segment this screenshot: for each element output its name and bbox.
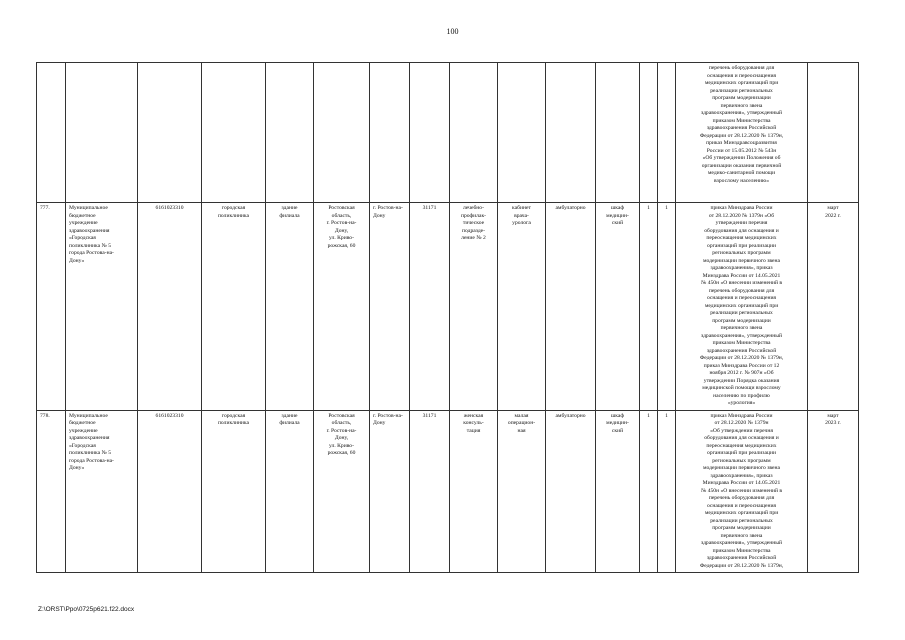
text-line: приказом Министерства: [712, 117, 771, 124]
text-line: бюджетное: [69, 212, 96, 219]
quantity-cell: 1: [640, 410, 658, 573]
text-line: населению по профилю: [713, 392, 770, 399]
text-line: приказ Минздрава России от 12: [703, 362, 780, 369]
text-line: ский: [611, 427, 624, 434]
text-line: ул. Криво-: [329, 235, 354, 241]
inn-cell: 6161023310: [138, 203, 202, 411]
quantity-cell: 1: [658, 203, 676, 411]
code-cell: 31171: [410, 410, 450, 573]
text-line: медицин-: [606, 420, 629, 426]
text-line: март: [827, 412, 839, 419]
text-line: оснащения и переоснащения: [706, 502, 777, 509]
condition-cell: амбулаторно: [546, 203, 596, 411]
text-line: программ модернизации: [712, 95, 771, 101]
text-line: Дону»: [69, 257, 85, 264]
text-line: профилак-: [460, 212, 487, 219]
text-line: Дону: [373, 420, 386, 426]
text-line: рожская, 60: [327, 450, 356, 456]
legal-basis-cell: [676, 203, 808, 411]
text-line: подразде-: [461, 227, 486, 234]
text-line: оснащения и переоснащения: [706, 295, 777, 301]
text-line: городская: [221, 205, 246, 211]
text-line: перечень оборудования для: [708, 287, 775, 294]
row-number: 777.: [37, 203, 66, 411]
text-line: городская: [221, 412, 246, 419]
text-line: кабинет: [512, 205, 531, 211]
text-line: Дону,: [334, 227, 349, 234]
text-line: медицин-: [606, 212, 629, 219]
text-line: «Об утверждении перечня: [710, 427, 773, 434]
text-line: организаций при реализации: [707, 450, 776, 456]
text-line: Минздрава России от 14.05.2021: [702, 480, 781, 486]
equipment-cell: [596, 410, 640, 573]
text-line: переоснащения медицинских: [706, 235, 777, 241]
text-line: ление № 2: [461, 235, 486, 241]
text-line: взрослому населению»: [713, 177, 770, 184]
text-line: «урология»: [727, 400, 756, 406]
text-line: реализации региональных: [710, 87, 773, 94]
text-line: перечень оборудования для: [708, 495, 775, 501]
text-line: учреждение: [69, 220, 98, 226]
text-line: Федерации от 28.12.2020 № 1379н,: [699, 132, 784, 139]
table-row: [37, 410, 859, 573]
text-line: г. Ростов-на-: [326, 220, 357, 226]
text-line: медико-санитарной помощи: [707, 170, 776, 176]
inn-cell: 6161023310: [138, 410, 202, 573]
text-line: программ модернизации: [712, 525, 771, 531]
department-cell: [450, 410, 498, 573]
text-line: здравоохранения», приказ: [710, 265, 773, 271]
text-line: региональных программ: [712, 457, 771, 464]
text-line: малая: [514, 412, 529, 419]
text-line: оборудования для оснащения и: [704, 227, 779, 234]
text-line: первичного звена: [720, 532, 763, 539]
text-line: операцион-: [507, 420, 536, 426]
text-line: приказ Минздравсоцразвития: [706, 140, 777, 146]
address-cell: [314, 410, 370, 573]
text-line: бюджетное: [69, 420, 96, 426]
text-line: г. Ростов-на-: [373, 412, 403, 419]
text-line: организаций при реализации: [707, 242, 776, 249]
text-line: шкаф: [610, 205, 625, 211]
condition-cell: амбулаторно: [546, 410, 596, 573]
room-cell: [498, 203, 546, 411]
footer-file-path: Z:\ORST\Ppo\0725p621.f22.docx: [38, 606, 135, 613]
text-line: тация: [466, 427, 481, 434]
text-line: ная: [517, 427, 526, 434]
text-line: здравоохранения», приказ: [710, 472, 773, 479]
text-line: Дону: [373, 212, 386, 219]
text-line: реализации региональных: [710, 310, 773, 316]
text-line: область,: [331, 420, 352, 426]
text-line: от 28.12.2020 № 1379н: [714, 420, 769, 426]
text-line: лечебно-: [463, 205, 484, 211]
text-line: города Ростова-на-: [69, 457, 114, 464]
text-line: г. Ростов-на-: [326, 427, 357, 434]
facility-type-cell: [202, 410, 266, 573]
text-line: здание: [281, 412, 298, 419]
date-cell: [808, 410, 859, 573]
text-line: поликлиника № 5: [69, 242, 112, 249]
city-cell: [370, 410, 410, 573]
facility-type-cell: [202, 203, 266, 411]
equipment-table: [36, 62, 859, 573]
code-cell: 31171: [410, 203, 450, 411]
text-line: оснащения и переоснащения: [706, 72, 777, 79]
text-line: область,: [331, 212, 352, 219]
text-line: консуль-: [463, 420, 484, 426]
building-cell: [266, 410, 314, 573]
text-line: города Ростова-на-: [69, 250, 114, 256]
organization-cell: [66, 410, 138, 573]
text-line: рожская, 60: [327, 242, 356, 249]
text-line: март: [827, 205, 839, 211]
page-number: 100: [446, 27, 459, 36]
text-line: Федерации от 28.12.2020 № 1379н,: [699, 355, 784, 361]
table-row-continuation: [37, 63, 859, 203]
text-line: программ модернизации: [712, 317, 771, 324]
text-line: здравоохранения», утвержденный: [700, 110, 783, 116]
text-line: Минздрава России от 14.05.2021: [702, 272, 781, 279]
text-line: здравоохранения: [69, 227, 110, 234]
text-line: ноября 2012 г. № 907н «Об: [709, 370, 774, 376]
address-cell: [314, 203, 370, 411]
legal-basis-cell: [676, 410, 808, 573]
text-line: «Городская: [69, 235, 96, 241]
text-line: утверждении перечня: [715, 220, 768, 226]
date-cell: [808, 203, 859, 411]
text-line: здравоохранения», утвержденный: [700, 540, 783, 546]
text-line: медицинских организаций при: [704, 80, 779, 86]
text-line: Дону,: [334, 435, 349, 441]
text-line: модернизации первичного звена: [703, 257, 780, 264]
text-line: утверждении Порядка оказания: [703, 377, 780, 384]
text-line: здравоохранения: [69, 435, 110, 441]
text-line: Муниципальное: [69, 412, 108, 419]
text-line: оборудования для оснащения и: [704, 435, 779, 441]
text-line: Ростовская: [328, 412, 355, 419]
text-line: Дону»: [69, 465, 85, 471]
text-line: Муниципальное: [69, 205, 108, 211]
text-line: переоснащения медицинских: [706, 442, 777, 449]
text-line: поликлиника: [217, 420, 250, 426]
department-cell: [450, 203, 498, 411]
text-line: ский: [611, 220, 624, 226]
text-line: от 28.12.2020 № 1379н «Об: [708, 212, 775, 219]
text-line: здравоохранения Российской: [706, 347, 777, 354]
text-line: шкаф: [610, 412, 625, 419]
text-line: Ростовская: [328, 205, 355, 211]
text-line: первичного звена: [720, 325, 763, 331]
text-line: здание: [281, 205, 298, 211]
room-cell: [498, 410, 546, 573]
quantity-cell: 1: [658, 410, 676, 573]
text-line: «Городская: [69, 442, 96, 449]
text-line: врача-: [514, 212, 529, 219]
text-line: медицинских организаций при: [704, 302, 779, 309]
text-line: № 450н «О внесении изменений в: [700, 487, 783, 494]
text-line: «Об утверждении Положения об: [702, 155, 781, 161]
text-line: медицинских организаций при: [704, 510, 779, 516]
text-line: России от 15.05.2012 № 543н: [706, 147, 777, 154]
text-line: тическое: [462, 220, 485, 226]
text-line: филиала: [279, 212, 300, 219]
quantity-cell: 1: [640, 203, 658, 411]
text-line: уролога: [512, 220, 531, 226]
text-line: региональных программ: [712, 250, 771, 256]
text-line: учреждение: [69, 427, 98, 434]
text-line: медицинской помощи взрослому: [702, 385, 781, 391]
text-line: Федерации от 28.12.2020 № 1379н,: [699, 562, 784, 569]
table-row: [37, 203, 859, 411]
text-line: организации оказания первичной: [701, 162, 782, 169]
text-line: приказом Министерства: [712, 547, 771, 554]
text-line: первичного звена: [720, 102, 763, 109]
text-line: поликлиника № 5: [69, 450, 112, 456]
legal-basis-cell: [676, 63, 808, 203]
text-line: приказ Минздрава России: [710, 205, 773, 211]
equipment-cell: [596, 203, 640, 411]
organization-cell: [66, 203, 138, 411]
row-number: 778.: [37, 410, 66, 573]
text-line: здравоохранения Российской: [706, 555, 777, 561]
text-line: 2023 г.: [825, 420, 841, 426]
text-line: приказ Минздрава России: [710, 412, 773, 419]
text-line: 2022 г.: [825, 212, 841, 219]
text-line: женская: [463, 412, 484, 419]
text-line: филиала: [279, 420, 300, 426]
text-line: реализации региональных: [710, 517, 773, 524]
text-line: здравоохранения Российской: [706, 125, 777, 131]
text-line: здравоохранения», утвержденный: [700, 332, 783, 339]
text-line: № 450н «О внесении изменений в: [700, 280, 783, 286]
text-line: перечень оборудования для: [708, 65, 775, 71]
text-line: приказом Министерства: [712, 340, 771, 346]
city-cell: [370, 203, 410, 411]
text-line: поликлиника: [217, 212, 250, 219]
text-line: ул. Криво-: [329, 442, 354, 449]
text-line: г. Ростов-на-: [373, 205, 403, 211]
building-cell: [266, 203, 314, 411]
text-line: модернизации первичного звена: [703, 465, 780, 471]
